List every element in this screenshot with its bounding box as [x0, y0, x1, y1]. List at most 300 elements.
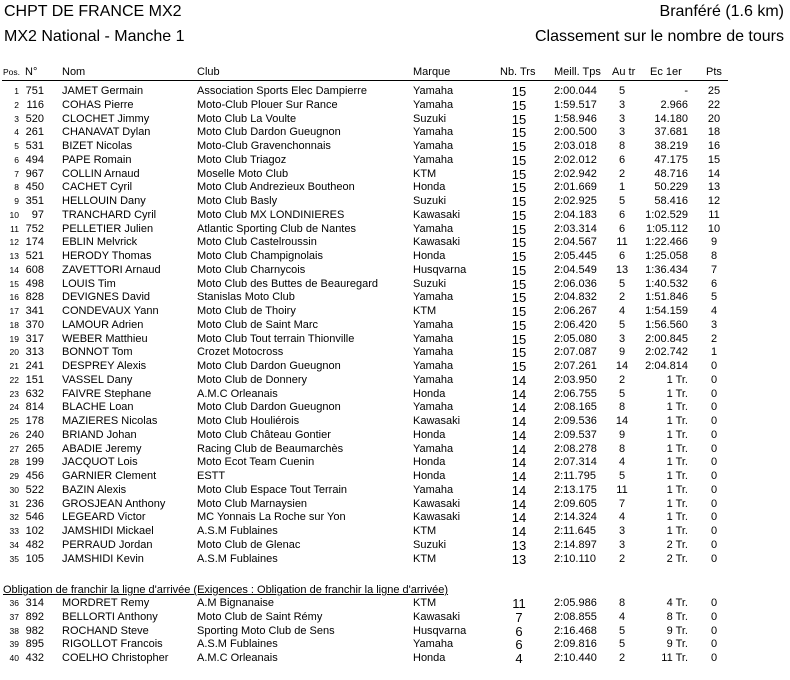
col-pos-header: Pos. [3, 67, 21, 77]
cell-trs: 14 [511, 427, 527, 443]
cell-tps: 2:08.165 [554, 401, 597, 414]
cell-au: 5 [618, 85, 626, 97]
cell-nom: PAPE Romain [62, 153, 132, 166]
cell-club: A.S.M Fublaines [197, 552, 278, 565]
table-row [0, 553, 790, 567]
cell-marque: Yamaha [413, 638, 454, 651]
cell-pos: 15 [9, 278, 19, 289]
cell-pos: 36 [9, 598, 19, 608]
cell-no: 116 [26, 98, 44, 111]
cell-trs: 14 [511, 496, 527, 512]
cell-club: Moto Club La Voulte [197, 112, 297, 125]
cell-tps: 2:11.645 [554, 525, 597, 537]
cell-trs: 15 [511, 359, 527, 374]
cell-club: Moto Club Champignolais [197, 250, 323, 262]
cell-au: 8 [618, 597, 626, 609]
cell-tps: 2:14.324 [554, 511, 597, 524]
cell-nom: LOUIS Tim [62, 277, 116, 290]
cell-trs: 15 [511, 84, 527, 99]
cell-pos: 34 [9, 539, 19, 550]
cell-no: 751 [25, 85, 44, 97]
cell-au: 5 [618, 387, 626, 400]
cell-club: A.M.C Orleanais [197, 652, 278, 664]
cell-pts: 16 [707, 140, 721, 152]
cell-club: Moselle Moto Club [197, 167, 289, 180]
cell-nom: BELLORTI Anthony [62, 610, 158, 623]
cell-club: Moto Club Dardon Gueugnon [197, 360, 341, 372]
cell-pts: 18 [707, 126, 721, 139]
cell-trs: 14 [511, 372, 527, 388]
cell-au: 14 [615, 415, 629, 427]
cell-pts: 0 [710, 456, 718, 469]
cell-no: 982 [25, 624, 44, 637]
cell-no: 265 [25, 442, 44, 455]
cell-ec: 2:04.814 [645, 360, 688, 372]
table-row [0, 126, 790, 140]
table-row [0, 319, 790, 333]
col-no-header: N° [25, 66, 38, 78]
cell-au: 2 [618, 552, 626, 565]
cell-marque: Husqvarna [413, 263, 467, 276]
cell-ec: 1 Tr. [666, 470, 688, 482]
cell-no: 341 [25, 305, 44, 317]
cell-pos: 32 [9, 512, 19, 523]
cell-pos: 6 [14, 154, 19, 165]
cell-pos: 24 [9, 402, 19, 413]
cell-au: 2 [618, 291, 626, 304]
cell-pos: 5 [14, 141, 19, 151]
cell-tps: 2:03.018 [554, 140, 597, 152]
cell-ec: 50.229 [654, 181, 688, 194]
cell-club: Moto Club Basly [197, 195, 278, 207]
race-title: CHPT DE FRANCE MX2 [4, 3, 182, 20]
cell-ec: 1 Tr. [666, 483, 688, 496]
cell-trs: 14 [511, 441, 527, 457]
cell-nom: MAZIERES Nicolas [62, 415, 158, 427]
cell-au: 8 [618, 140, 626, 152]
cell-no: 261 [25, 126, 44, 139]
cell-pos: 37 [9, 611, 19, 622]
cell-marque: Yamaha [413, 332, 454, 345]
cell-nom: BLACHE Loan [62, 401, 134, 414]
cell-pts: 0 [710, 511, 718, 524]
cell-club: Crozet Motocross [197, 346, 284, 359]
cell-au: 13 [615, 263, 629, 276]
cell-pts: 0 [710, 442, 718, 455]
cell-no: 895 [25, 638, 44, 651]
cell-au: 2 [618, 167, 626, 180]
cell-nom: FAIVRE Stephane [62, 387, 152, 400]
col-trs-header: Nb. Trs [500, 66, 536, 78]
cell-nom: VASSEL Dany [62, 373, 133, 386]
cell-ec: 11 Tr. [661, 652, 688, 664]
cell-marque: Yamaha [413, 291, 454, 304]
cell-tps: 2:03.314 [554, 222, 597, 235]
table-row [0, 85, 790, 99]
cell-marque: KTM [413, 167, 437, 180]
cell-trs: 4 [515, 651, 523, 666]
cell-ec: 38.219 [654, 140, 688, 152]
cell-au: 8 [618, 401, 626, 414]
table-row [0, 154, 790, 168]
cell-pos: 9 [14, 196, 19, 206]
cell-nom: ZAVETTORI Arnaud [62, 263, 161, 276]
cell-nom: TRANCHARD Cyril [62, 208, 157, 221]
cell-tps: 1:59.517 [554, 98, 597, 111]
cell-trs: 15 [511, 262, 527, 278]
cell-nom: HERODY Thomas [62, 250, 152, 262]
cell-pos: 21 [9, 361, 19, 371]
cell-au: 3 [618, 126, 626, 139]
cell-marque: Yamaha [413, 318, 454, 331]
cell-nom: BONNOT Tom [62, 346, 133, 359]
cell-ec: 1:56.560 [645, 318, 688, 331]
cell-pts: 0 [710, 638, 718, 651]
cell-pts: 0 [710, 415, 718, 427]
cell-club: Moto Club des Buttes de Beauregard [197, 277, 379, 290]
cell-nom: DEVIGNES David [62, 291, 151, 304]
cell-no: 178 [25, 415, 44, 427]
cell-pos: 17 [9, 306, 19, 316]
cell-trs: 15 [511, 139, 527, 154]
cell-trs: 13 [511, 537, 527, 553]
cell-nom: COHAS Pierre [62, 98, 134, 111]
cell-nom: RIGOLLOT Francois [62, 638, 163, 651]
cell-pts: 5 [710, 291, 718, 304]
cell-ec: 9 Tr. [666, 638, 688, 651]
cell-au: 5 [618, 624, 626, 637]
cell-nom: WEBER Matthieu [62, 332, 148, 345]
cell-trs: 15 [511, 249, 527, 264]
cell-trs: 14 [511, 400, 527, 416]
cell-marque: Suzuki [413, 538, 447, 551]
cell-marque: KTM [413, 597, 437, 609]
table-row [0, 443, 790, 457]
cell-pos: 23 [9, 388, 19, 399]
cell-tps: 2:06.420 [554, 318, 597, 331]
table-row [0, 181, 790, 195]
cell-au: 3 [618, 525, 626, 537]
cell-pos: 30 [9, 484, 19, 495]
cell-pts: 15 [707, 153, 721, 166]
cell-pts: 14 [707, 167, 721, 180]
cell-ec: 2 Tr. [666, 538, 688, 551]
cell-pts: 22 [707, 98, 721, 111]
cell-tps: 2:08.855 [554, 610, 597, 623]
cell-pts: 12 [707, 195, 721, 207]
cell-no: 370 [25, 318, 44, 331]
cell-ec: - [684, 85, 688, 97]
cell-no: 632 [25, 387, 44, 400]
cell-ec: 1:54.159 [645, 305, 688, 317]
cell-pos: 2 [14, 99, 19, 110]
cell-pos: 18 [9, 319, 19, 330]
table-row [0, 498, 790, 512]
table-row [0, 195, 790, 209]
cell-pos: 13 [9, 251, 19, 261]
cell-au: 2 [618, 373, 626, 386]
cell-tps: 2:04.832 [554, 291, 597, 304]
cell-tps: 2:07.261 [554, 360, 597, 372]
cell-club: A.M Bignanaise [197, 597, 275, 609]
col-club-header: Club [197, 66, 220, 78]
cell-ec: 2:00.845 [645, 332, 688, 345]
cell-pts: 10 [707, 222, 721, 235]
cell-no: 608 [25, 263, 44, 276]
cell-pts: 0 [710, 538, 718, 551]
cell-ec: 58.416 [654, 195, 688, 207]
cell-tps: 2:05.986 [554, 597, 597, 609]
cell-pos: 28 [9, 457, 19, 468]
cell-club: Moto Club Espace Tout Terrain [197, 483, 348, 496]
table-row [0, 625, 790, 639]
cell-ec: 37.681 [654, 126, 688, 139]
cell-pos: 12 [9, 237, 19, 248]
cell-pts: 0 [710, 652, 718, 664]
table-row [0, 346, 790, 360]
cell-club: Association Sports Elec Dampierre [197, 85, 367, 97]
cell-au: 6 [618, 222, 626, 235]
cell-ec: 1:36.434 [645, 263, 688, 276]
cell-nom: JACQUOT Lois [62, 456, 138, 469]
cell-pos: 8 [14, 182, 19, 193]
cell-nom: JAMET Germain [62, 85, 144, 97]
cell-trs: 14 [511, 510, 527, 526]
cell-trs: 15 [511, 207, 527, 223]
cell-marque: Yamaha [413, 140, 454, 152]
cell-club: Racing Club de Beaumarchès [197, 442, 344, 455]
cell-no: 520 [25, 112, 44, 125]
cell-pts: 25 [707, 85, 721, 97]
cell-pos: 4 [14, 127, 19, 138]
cell-no: 105 [25, 552, 44, 565]
table-row [0, 597, 790, 611]
cell-au: 2 [618, 652, 626, 664]
cell-marque: Kawasaki [413, 236, 461, 249]
cell-no: 482 [25, 538, 44, 551]
cell-tps: 2:10.440 [554, 652, 597, 664]
cell-au: 6 [618, 208, 626, 221]
cell-au: 3 [618, 538, 626, 551]
cell-no: 892 [25, 610, 44, 623]
cell-tps: 2:06.755 [554, 387, 597, 400]
cell-ec: 1 Tr. [666, 415, 688, 427]
cell-marque: Yamaha [413, 360, 454, 372]
cell-au: 9 [618, 346, 626, 359]
cell-au: 4 [618, 511, 626, 524]
cell-nom: BIZET Nicolas [62, 140, 133, 152]
cell-trs: 15 [511, 345, 527, 361]
cell-no: 498 [25, 277, 44, 290]
cell-au: 11 [616, 483, 628, 496]
cell-ec: 1:51.846 [645, 291, 688, 304]
cell-ec: 1 Tr. [666, 456, 688, 469]
cell-nom: CONDEVAUX Yann [62, 305, 159, 317]
table-row [0, 168, 790, 182]
cell-trs: 15 [511, 304, 527, 319]
cell-no: 351 [25, 195, 44, 207]
race-subtitle: MX2 National - Manche 1 [4, 28, 185, 45]
cell-marque: Honda [413, 250, 446, 262]
cell-pts: 3 [710, 318, 718, 331]
cell-ec: 1 Tr. [666, 428, 688, 441]
table-row [0, 140, 790, 154]
cell-pts: 0 [710, 360, 718, 372]
cell-ec: 1:05.112 [645, 222, 688, 235]
cell-ec: 1 Tr. [666, 442, 688, 455]
cell-trs: 14 [511, 414, 527, 429]
cell-pos: 40 [9, 653, 19, 663]
cell-club: Moto Club de Saint Rémy [197, 610, 323, 623]
cell-tps: 2:02.925 [554, 195, 597, 207]
cell-club: Moto Club Triagoz [197, 153, 287, 166]
table-row [0, 99, 790, 113]
cell-marque: Honda [413, 652, 446, 664]
cell-tps: 2:00.044 [554, 85, 597, 97]
cell-pos: 38 [9, 625, 19, 636]
cell-tps: 2:09.816 [554, 638, 597, 651]
cell-nom: LEGEARD Victor [62, 511, 146, 524]
cell-nom: CHANAVAT Dylan [62, 126, 151, 139]
cell-trs: 11 [512, 596, 526, 611]
cell-nom: DESPREY Alexis [62, 360, 147, 372]
cell-marque: Honda [413, 470, 446, 482]
cell-tps: 2:13.175 [554, 483, 597, 496]
cell-no: 522 [25, 483, 44, 496]
cell-marque: Honda [413, 456, 446, 469]
cell-au: 3 [618, 98, 626, 111]
cell-trs: 14 [511, 482, 527, 498]
cell-tps: 2:07.087 [554, 346, 597, 359]
cell-pos: 3 [14, 113, 19, 124]
cell-pos: 31 [9, 498, 19, 509]
cell-tps: 2:03.950 [554, 373, 597, 386]
cell-au: 1 [618, 181, 626, 194]
cell-pts: 0 [710, 525, 718, 537]
cell-au: 14 [615, 360, 629, 372]
table-row [0, 264, 790, 278]
cell-trs: 15 [511, 180, 527, 196]
cell-pos: 33 [9, 526, 19, 536]
cell-ec: 8 Tr. [666, 610, 688, 623]
cell-club: Moto Ecot Team Cuenin [197, 456, 315, 469]
cell-trs: 14 [511, 386, 527, 402]
cell-pts: 0 [710, 624, 718, 637]
cell-no: 240 [25, 428, 44, 441]
cell-nom: MORDRET Remy [62, 597, 150, 609]
col-nom-header: Nom [62, 66, 86, 78]
cell-pos: 20 [9, 347, 19, 358]
cell-no: 236 [25, 497, 44, 510]
cell-ec: 1:25.058 [645, 250, 688, 262]
cell-pos: 11 [10, 223, 19, 234]
cell-ec: 1 Tr. [666, 511, 688, 524]
cell-club: Moto Club de Thoiry [197, 305, 296, 317]
cell-nom: CACHET Cyril [62, 181, 133, 194]
cell-no: 456 [25, 470, 44, 482]
cell-club: Moto Club Château Gontier [197, 428, 331, 441]
cell-tps: 2:07.314 [554, 456, 597, 469]
col-tps-header: Meill. Tps [554, 66, 601, 78]
cell-pos: 7 [14, 168, 19, 179]
cell-tps: 2:10.110 [554, 552, 597, 565]
cell-tps: 2:06.267 [554, 305, 597, 317]
cell-nom: CLOCHET Jimmy [62, 112, 150, 125]
cell-pos: 14 [9, 264, 19, 275]
cell-club: A.M.C Orleanais [197, 387, 278, 400]
cell-ec: 1 Tr. [666, 387, 688, 400]
cell-ec: 1 Tr. [666, 525, 688, 537]
cell-club: Moto Club Dardon Gueugnon [197, 401, 341, 414]
cell-marque: Yamaha [413, 401, 454, 414]
cell-tps: 2:11.795 [554, 470, 597, 482]
cell-tps: 2:09.605 [554, 497, 597, 510]
cell-tps: 2:05.445 [554, 250, 597, 262]
cell-club: Moto Club Dardon Gueugnon [197, 126, 341, 139]
table-row [0, 525, 790, 539]
cell-nom: COELHO Christopher [62, 652, 169, 664]
table-row [0, 456, 790, 470]
table-row [0, 223, 790, 237]
cell-au: 11 [616, 236, 628, 249]
cell-trs: 14 [511, 455, 527, 471]
table-row [0, 209, 790, 223]
cell-nom: PERRAUD Jordan [62, 538, 153, 551]
cell-marque: KTM [413, 525, 437, 537]
cell-club: Moto Club de Glenac [197, 538, 301, 551]
cell-ec: 1:22.466 [645, 236, 688, 249]
col-ec-header: Ec 1er [650, 66, 682, 78]
table-row [0, 278, 790, 292]
cell-pts: 13 [707, 181, 721, 194]
cell-club: Moto Club Houliérois [197, 415, 300, 427]
cell-no: 314 [25, 597, 44, 609]
cell-trs: 15 [511, 276, 527, 292]
table-row [0, 511, 790, 525]
cell-tps: 2:05.080 [554, 332, 597, 345]
cell-pos: 22 [9, 374, 19, 385]
cell-pts: 0 [710, 428, 718, 441]
cell-pos: 27 [9, 443, 19, 454]
cell-pts: 2 [710, 332, 718, 345]
cell-no: 199 [25, 456, 44, 469]
cell-au: 5 [618, 638, 626, 651]
cell-club: Moto Club de Saint Marc [197, 318, 319, 331]
cell-au: 4 [618, 305, 626, 317]
cell-pts: 8 [710, 250, 718, 262]
cell-nom: COLLIN Arnaud [62, 167, 140, 180]
table-row [0, 652, 790, 666]
cell-trs: 15 [511, 166, 527, 182]
cell-pts: 4 [710, 305, 718, 317]
cell-pts: 6 [710, 277, 718, 290]
cell-nom: JAMSHIDI Mickael [62, 525, 154, 537]
cell-ec: 1:40.532 [645, 277, 688, 290]
cell-au: 3 [618, 112, 626, 125]
cell-tps: 2:09.537 [554, 428, 597, 441]
cell-no: 241 [25, 360, 44, 372]
cell-nom: LAMOUR Adrien [62, 318, 144, 331]
cell-pts: 0 [710, 387, 718, 400]
cell-club: Atlantic Sporting Club de Nantes [197, 222, 356, 235]
cell-pts: 20 [707, 112, 721, 125]
cell-no: 174 [25, 236, 44, 249]
cell-marque: Yamaha [413, 85, 454, 97]
cell-marque: Yamaha [413, 222, 454, 235]
cell-pos: 19 [9, 333, 19, 344]
cell-pos: 39 [9, 639, 19, 650]
table-row [0, 539, 790, 553]
